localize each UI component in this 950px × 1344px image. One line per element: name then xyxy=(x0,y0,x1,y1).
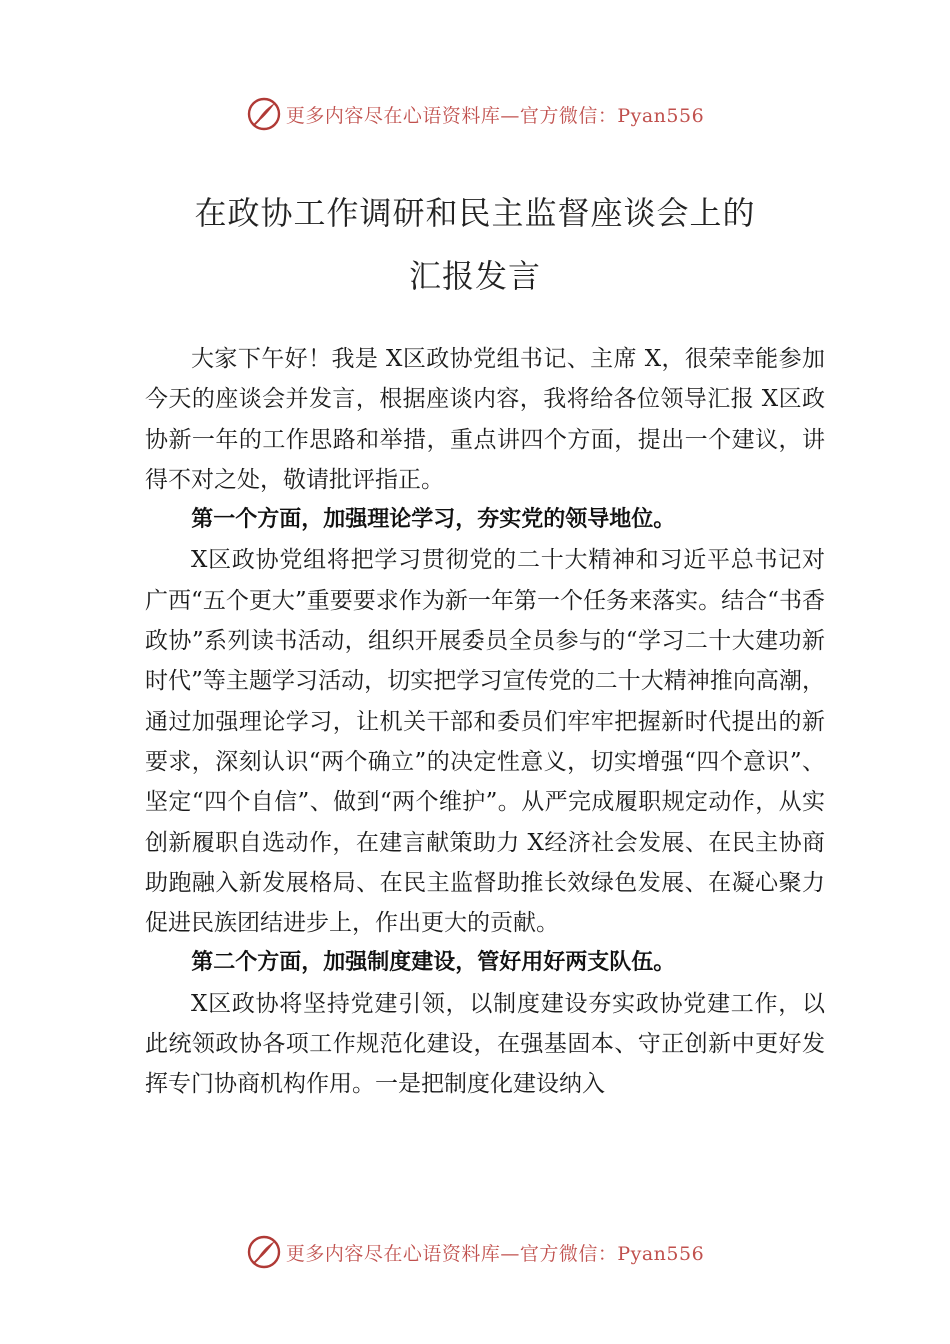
section-heading-2: 第二个方面，加强制度建设，管好用好两支队伍。 xyxy=(191,950,676,976)
section-heading-1: 第一个方面，加强理论学习，夯实党的领导地位。 xyxy=(191,507,676,533)
document-title-line-1: 在政协工作调研和民主监督座谈会上的 xyxy=(194,194,756,232)
quill-logo-icon xyxy=(246,96,282,132)
watermark-text: 更多内容尽在心语资料库—官方微信：Pyan556 xyxy=(285,1242,705,1265)
document-body xyxy=(145,339,825,1105)
watermark-text: 更多内容尽在心语资料库—官方微信：Pyan556 xyxy=(285,104,705,127)
paragraph-intro: 大家下午好！我是 X区政协党组书记、主席 X，很荣幸能参加今天的座谈会并发言，根据座谈内容，我将给各位领导汇报 X区政协新一年的工作思路和举措，重点讲四个方面，提出一个建议，讲得不对之处，敬请批评指正。 xyxy=(145,346,825,493)
paragraph-section-1: X区政协党组将把学习贯彻党的二十大精神和习近平总书记对广西“五个更大”重要要求作为新一年第一个任务来落实。结合“书香政协”系列读书活动，组织开展委员全员参与的“学习二十大建功新时代”等主题学习活动，切实把学习宣传党的二十大精神推向高潮，通过加强理论学习，让机关干部和委员们牢牢把握新时代提出的新要求，深刻认识“两个确立”的决定性意义，切实增强“四个意识”、坚定“四个自信”、做到“两个维护”。从严完成履职规定动作，从实 创新履职自选动作，在建言献策助力 X经济社会发展、在民主协商助跑融入新发展格局、在民主监督助推长效绿色发展、在凝心聚力促进民族团结进步上，作出更大的贡献。 xyxy=(145,547,825,937)
paragraph-section-2: X区政协将坚持党建引领，以制度建设夯实政协党建工作，以此统领政协各项工作规范化建设，在强基固本、守正创新中更好发挥专门协商机构作用。一是把制度化建设纳入 xyxy=(145,990,825,1098)
quill-logo-icon xyxy=(246,1234,282,1270)
watermark-banner-bottom xyxy=(0,1232,950,1272)
document-title-line-2: 汇报发言 xyxy=(408,257,541,295)
watermark-banner-top xyxy=(0,94,950,134)
